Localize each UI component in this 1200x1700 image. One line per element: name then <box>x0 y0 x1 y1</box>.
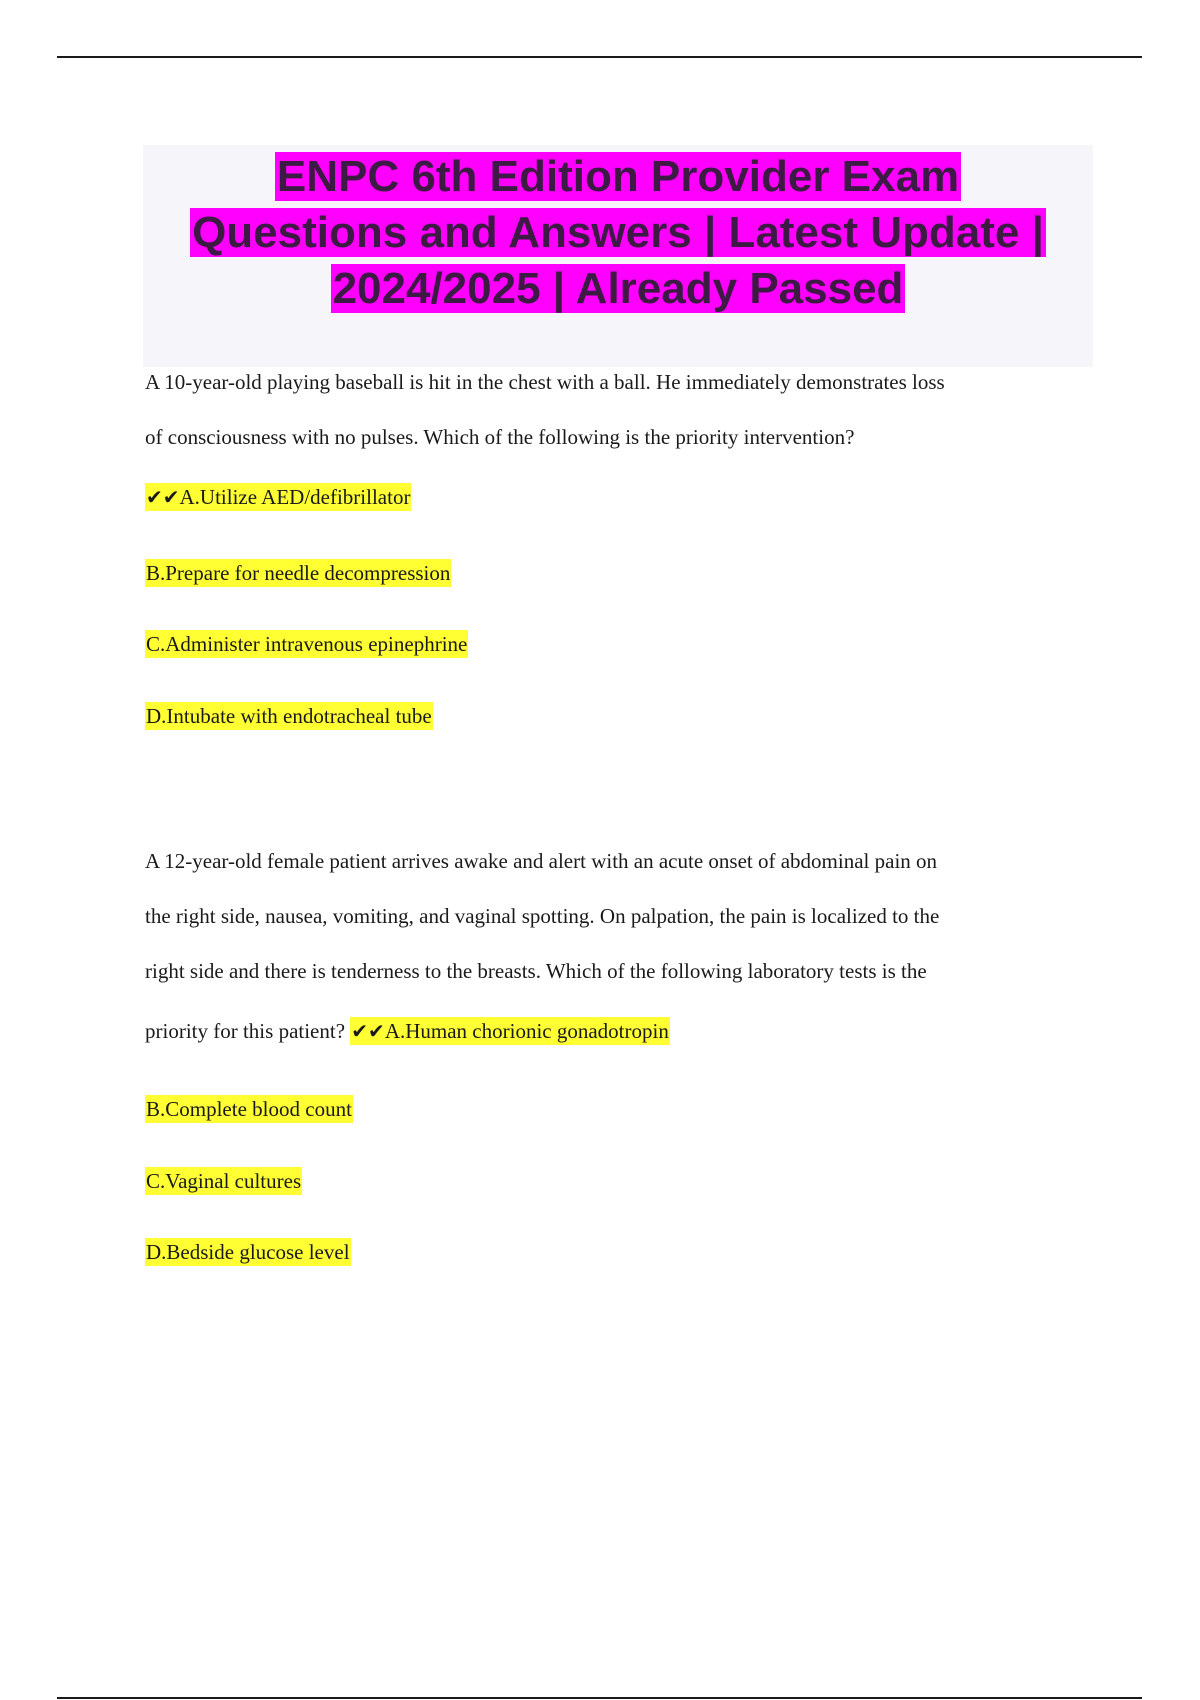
document-title <box>143 145 1093 367</box>
answer-option <box>145 629 1080 659</box>
checkmark-icon: ✔✔ <box>146 485 180 509</box>
top-rule <box>57 56 1142 58</box>
option-label: A.Human chorionic gonadotropin <box>384 1019 669 1043</box>
question-1 <box>145 355 1080 465</box>
question-text-line: of consciousness with no pulses. Which of the following is the priority intervention? <box>145 425 855 449</box>
title-line: ENPC 6th Edition Provider Exam <box>276 152 960 201</box>
title-line: 2024/2025 | Already Passed <box>332 264 904 313</box>
question-text-line: A 10-year-old playing baseball is hit in the chest with a ball. He immediately demonstrates loss <box>145 370 945 394</box>
bottom-rule <box>57 1697 1142 1699</box>
option-label: C.Vaginal cultures <box>146 1169 302 1193</box>
option-label: A.Utilize AED/defibrillator <box>179 485 411 509</box>
answer-option <box>145 1237 1080 1267</box>
option-label: C.Administer intravenous epinephrine <box>146 632 468 656</box>
question-text-line: right side and there is tenderness to the breasts. Which of the following laboratory tests is the <box>145 959 927 983</box>
option-label: B.Prepare for needle decompression <box>146 561 451 585</box>
question-2 <box>145 834 1080 1064</box>
title-line: Questions and Answers | Latest Update | <box>192 208 1044 257</box>
option-label: B.Complete blood count <box>146 1097 352 1121</box>
answer-option <box>145 1166 1080 1196</box>
option-label: D.Intubate with endotracheal tube <box>146 704 432 728</box>
answer-option <box>145 482 1080 512</box>
answer-option <box>145 1094 1080 1124</box>
option-label: D.Bedside glucose level <box>146 1240 350 1264</box>
question-text-line: priority for this patient? ✔✔A.Human chorionic gonadotropin <box>145 1019 669 1043</box>
answer-option <box>145 558 1080 588</box>
answer-option <box>145 701 1080 731</box>
question-text-line: A 12-year-old female patient arrives awake and alert with an acute onset of abdominal pain on <box>145 849 938 873</box>
checkmark-icon: ✔✔ <box>351 1019 385 1043</box>
question-text-line: the right side, nausea, vomiting, and vaginal spotting. On palpation, the pain is localized to the <box>145 904 940 928</box>
